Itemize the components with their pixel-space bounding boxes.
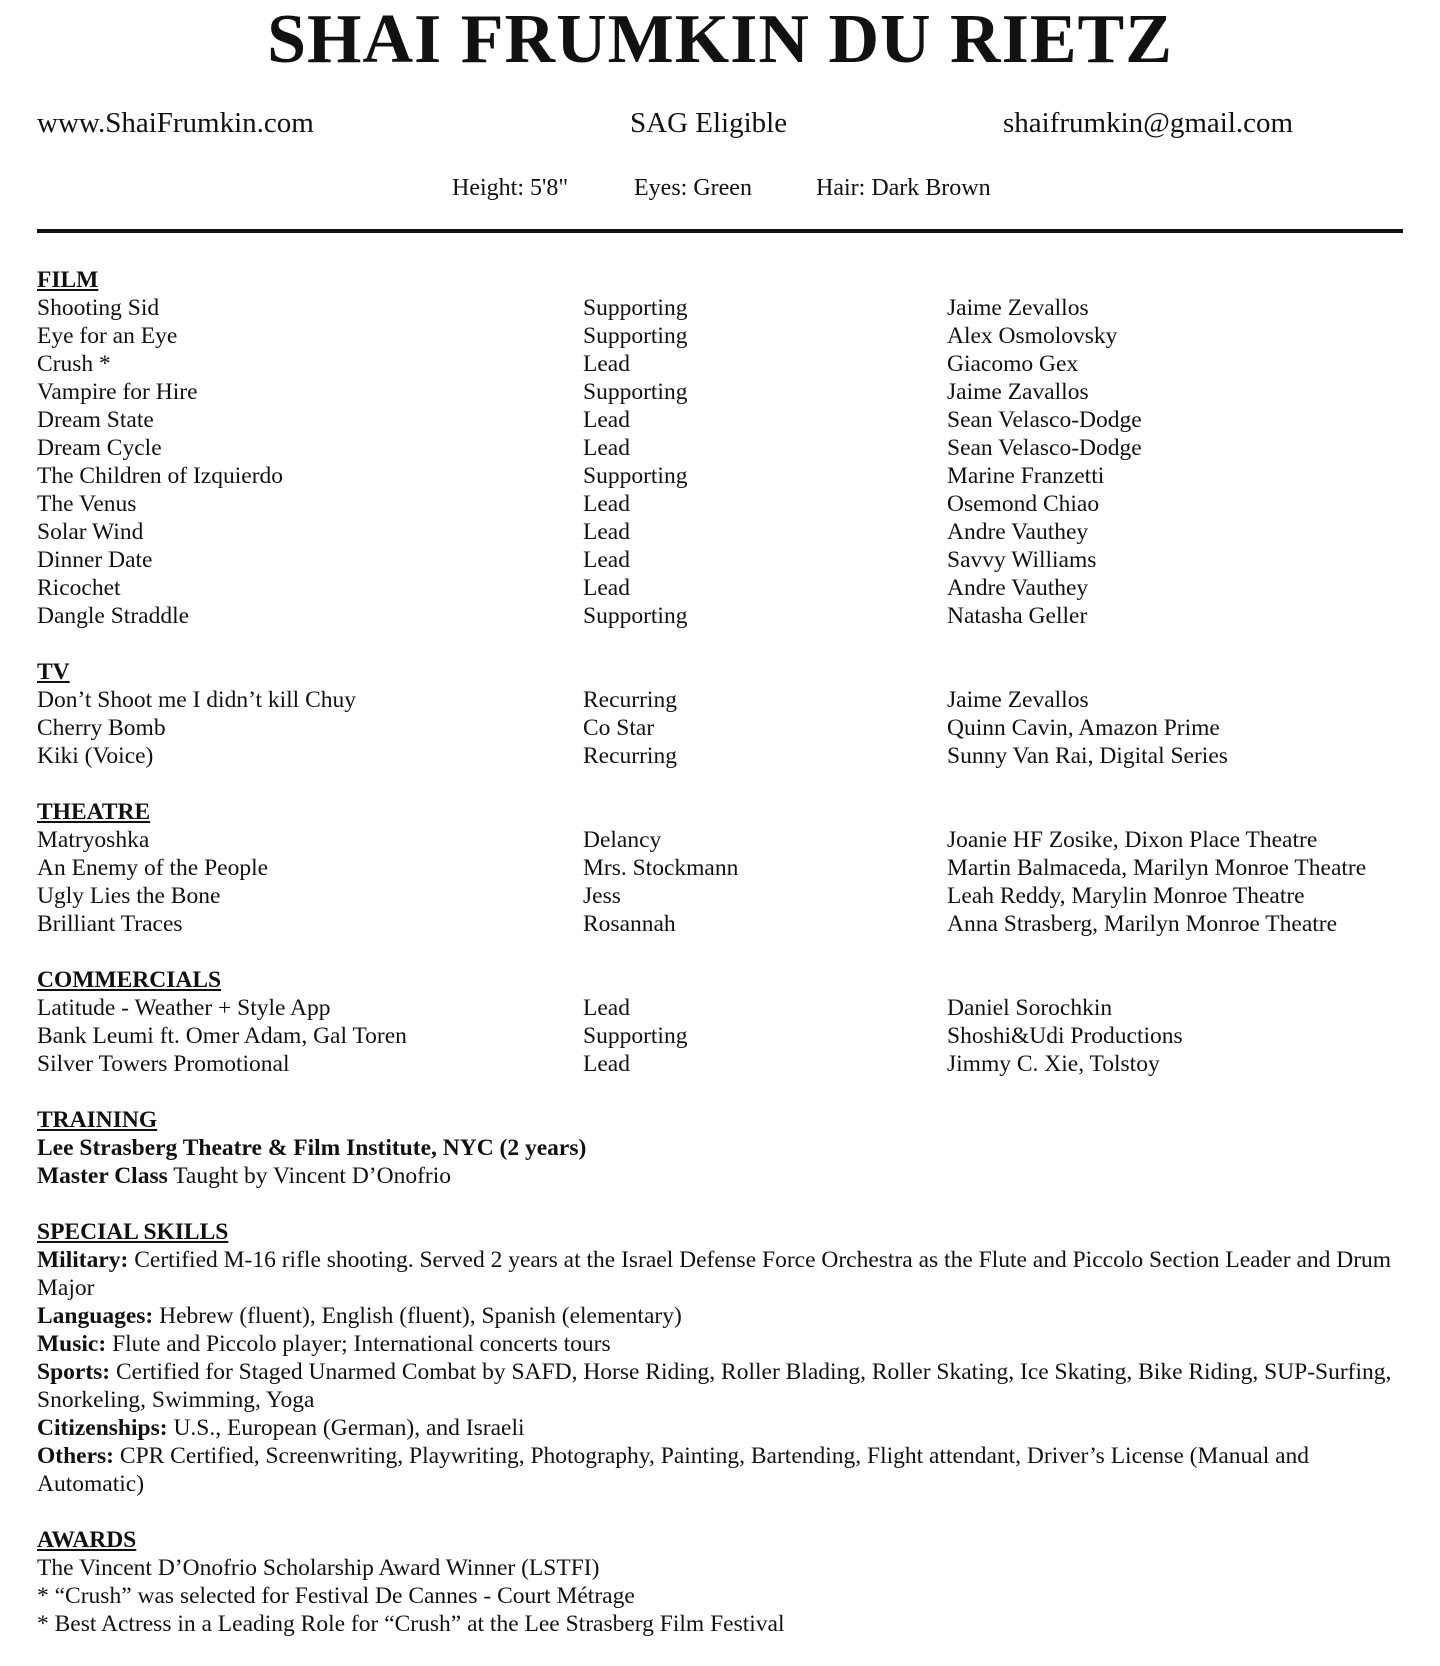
credit-row <box>37 574 1407 602</box>
credit-director: Anna Strasberg, Marilyn Monroe Theatre <box>947 911 1338 937</box>
credit-role: Recurring <box>583 687 677 713</box>
skill-label: Citizenships: <box>37 1415 168 1441</box>
credit-director: Jaime Zevallos <box>947 687 1089 713</box>
credit-director: Jaime Zevallos <box>947 295 1089 321</box>
credit-row <box>37 350 1407 378</box>
credit-director: Sean Velasco-Dodge <box>947 407 1142 433</box>
eyes-stat: Eyes: Green <box>634 175 752 201</box>
credit-director: Shoshi&Udi Productions <box>947 1023 1183 1049</box>
tv-credits <box>37 686 1407 770</box>
credit-title: Dangle Straddle <box>37 603 190 629</box>
credit-director: Alex Osmolovsky <box>947 323 1118 349</box>
credit-role: Lead <box>583 995 630 1021</box>
credit-row <box>37 378 1407 406</box>
credit-director: Sean Velasco-Dodge <box>947 435 1142 461</box>
credit-row <box>37 406 1407 434</box>
credit-role: Supporting <box>583 603 688 629</box>
credit-director: Andre Vauthey <box>947 519 1089 545</box>
credit-title: Shooting Sid <box>37 295 160 321</box>
credit-role: Supporting <box>583 323 688 349</box>
skill-military <box>37 1246 1407 1302</box>
credit-director: Jaime Zavallos <box>947 379 1089 405</box>
credit-title: Vampire for Hire <box>37 379 198 405</box>
height-stat: Height: 5'8" <box>452 175 569 201</box>
credit-role: Lead <box>583 1051 630 1077</box>
credit-director: Martin Balmaceda, Marilyn Monroe Theatre <box>947 855 1367 881</box>
award-item: * “Crush” was selected for Festival De Cannes - Court Métrage <box>37 1583 635 1609</box>
credit-director: Savvy Williams <box>947 547 1097 573</box>
skill-label: Others: <box>37 1443 115 1469</box>
skill-languages <box>37 1302 1407 1330</box>
theatre-heading: THEATRE <box>37 799 151 825</box>
masterclass-text: Taught by Vincent D’Onofrio <box>167 1163 452 1189</box>
theatre-section <box>37 798 1407 938</box>
award-item: The Vincent D’Onofrio Scholarship Award Winner (LSTFI) <box>37 1555 600 1581</box>
skill-text: U.S., European (German), and Israeli <box>167 1415 525 1441</box>
commercials-section <box>37 966 1407 1078</box>
skill-others <box>37 1442 1407 1498</box>
credit-title: Dream Cycle <box>37 435 162 461</box>
film-section <box>37 266 1407 630</box>
training-section <box>37 1106 1407 1190</box>
credit-director: Jimmy C. Xie, Tolstoy <box>947 1051 1160 1077</box>
skill-text: Certified M-16 rifle shooting. Served 2 years at the Israel Defense Force Orchestra as the Flute and Piccolo Section Leader and Drum Major <box>37 1247 1392 1301</box>
credit-director: Daniel Sorochkin <box>947 995 1113 1021</box>
training-school: Lee Strasberg Theatre & Film Institute, NYC (2 years) <box>37 1135 587 1161</box>
commercials-credits <box>37 994 1407 1078</box>
skill-citizenships <box>37 1414 1407 1442</box>
credit-row <box>37 322 1407 350</box>
awards-section <box>37 1526 1407 1638</box>
skill-label: Music: <box>37 1331 107 1357</box>
training-heading: TRAINING <box>37 1107 158 1133</box>
hair-stat: Hair: Dark Brown <box>816 175 991 201</box>
credit-row <box>37 518 1407 546</box>
header-divider <box>37 229 1403 233</box>
credit-director: Joanie HF Zosike, Dixon Place Theatre <box>947 827 1318 853</box>
credit-director: Andre Vauthey <box>947 575 1089 601</box>
credit-title: Eye for an Eye <box>37 323 178 349</box>
skill-music <box>37 1330 1407 1358</box>
credit-role: Lead <box>583 491 630 517</box>
credit-role: Lead <box>583 575 630 601</box>
credit-director: Giacomo Gex <box>947 351 1079 377</box>
credit-role: Supporting <box>583 295 688 321</box>
credit-role: Supporting <box>583 1023 688 1049</box>
credit-director: Quinn Cavin, Amazon Prime <box>947 715 1220 741</box>
credit-title: Brilliant Traces <box>37 911 183 937</box>
actor-name: SHAI FRUMKIN DU RIETZ <box>267 1 1173 78</box>
credit-director: Sunny Van Rai, Digital Series <box>947 743 1228 769</box>
credit-title: The Venus <box>37 491 137 517</box>
credit-row <box>37 686 1407 714</box>
credit-row <box>37 910 1407 938</box>
credit-title: Solar Wind <box>37 519 144 545</box>
skills-heading: SPECIAL SKILLS <box>37 1219 229 1245</box>
training-masterclass <box>37 1162 1407 1190</box>
credit-title: Dream State <box>37 407 154 433</box>
credit-role: Lead <box>583 435 630 461</box>
credit-director: Marine Franzetti <box>947 463 1105 489</box>
credit-row <box>37 490 1407 518</box>
union-status: SAG Eligible <box>630 107 788 139</box>
credit-title: An Enemy of the People <box>37 855 269 881</box>
film-credits <box>37 294 1407 630</box>
credit-title: The Children of Izquierdo <box>37 463 284 489</box>
credit-row <box>37 462 1407 490</box>
skill-text: CPR Certified, Screenwriting, Playwriting, Photography, Painting, Bartending, Flight attendant, Driver’s License (Manual and Automatic) <box>37 1443 1310 1497</box>
award-item: * Best Actress in a Leading Role for “Crush” at the Lee Strasberg Film Festival <box>37 1611 785 1637</box>
credit-title: Dinner Date <box>37 547 153 573</box>
credit-role: Lead <box>583 351 630 377</box>
credit-row <box>37 854 1407 882</box>
credit-row <box>37 882 1407 910</box>
credit-title: Don’t Shoot me I didn’t kill Chuy <box>37 687 357 713</box>
email-link[interactable]: shaifrumkin@gmail.com <box>1003 107 1294 139</box>
credit-title: Matryoshka <box>37 827 150 853</box>
skills-section <box>37 1218 1407 1498</box>
skill-label: Sports: <box>37 1359 111 1385</box>
tv-heading: TV <box>37 659 70 685</box>
skill-text: Certified for Staged Unarmed Combat by SAFD, Horse Riding, Roller Blading, Roller Skating, Ice Skating, Bike Riding, SUP-Surfing, Snorkeling, Swimming, Yoga <box>37 1359 1392 1413</box>
credit-role: Supporting <box>583 379 688 405</box>
credit-role: Supporting <box>583 463 688 489</box>
credit-title: Latitude - Weather + Style App <box>37 995 331 1021</box>
credit-role: Rosannah <box>583 911 676 937</box>
skill-label: Military: <box>37 1247 129 1273</box>
credit-title: Crush * <box>37 351 111 377</box>
commercials-heading: COMMERCIALS <box>37 967 222 993</box>
credit-row <box>37 294 1407 322</box>
skill-label: Languages: <box>37 1303 154 1329</box>
tv-section <box>37 658 1407 770</box>
website-link[interactable]: www.ShaiFrumkin.com <box>37 107 314 139</box>
credit-row <box>37 714 1407 742</box>
credit-title: Silver Towers Promotional <box>37 1051 290 1077</box>
credit-title: Kiki (Voice) <box>37 743 154 769</box>
credit-role: Recurring <box>583 743 677 769</box>
credit-title: Cherry Bomb <box>37 715 166 741</box>
credit-row <box>37 434 1407 462</box>
credit-title: Bank Leumi ft. Omer Adam, Gal Toren <box>37 1023 407 1049</box>
credit-role: Jess <box>583 883 621 909</box>
credit-row <box>37 546 1407 574</box>
skill-sports <box>37 1358 1407 1414</box>
credit-role: Delancy <box>583 827 662 853</box>
skill-text: Flute and Piccolo player; International concerts tours <box>106 1331 611 1357</box>
credit-row <box>37 1022 1407 1050</box>
film-heading: FILM <box>37 267 99 293</box>
credit-role: Lead <box>583 407 630 433</box>
credit-director: Osemond Chiao <box>947 491 1100 517</box>
theatre-credits <box>37 826 1407 938</box>
resume-body <box>37 266 1407 1666</box>
credit-title: Ricochet <box>37 575 121 601</box>
credit-director: Natasha Geller <box>947 603 1088 629</box>
credit-row <box>37 826 1407 854</box>
credit-role: Co Star <box>583 715 655 741</box>
credit-row <box>37 1050 1407 1078</box>
credit-role: Lead <box>583 519 630 545</box>
credit-director: Leah Reddy, Marylin Monroe Theatre <box>947 883 1305 909</box>
masterclass-label: Master Class <box>37 1163 168 1189</box>
credit-row <box>37 602 1407 630</box>
skill-text: Hebrew (fluent), English (fluent), Spanish (elementary) <box>153 1303 682 1329</box>
credit-title: Ugly Lies the Bone <box>37 883 221 909</box>
credit-row <box>37 742 1407 770</box>
awards-heading: AWARDS <box>37 1527 137 1553</box>
credit-role: Mrs. Stockmann <box>583 855 739 881</box>
credit-row <box>37 994 1407 1022</box>
credit-role: Lead <box>583 547 630 573</box>
